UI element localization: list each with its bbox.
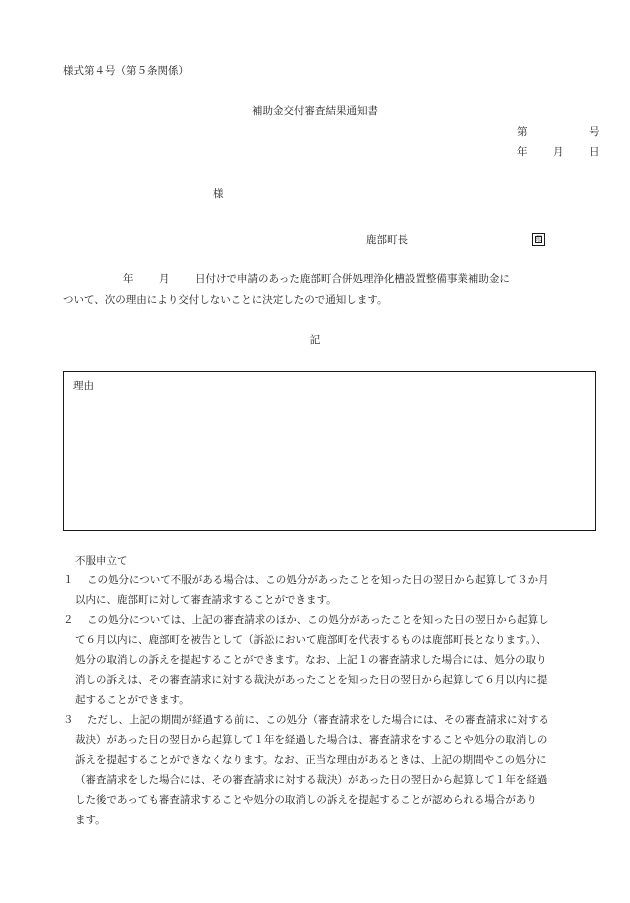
issue-date-day: 日 (589, 146, 600, 158)
item-line: この処分について不服がある場合は、この処分があったことを知った日の翌日から起算して３か月 (87, 574, 549, 586)
item-line: て６月以内に、鹿部町を被告として（訴訟において鹿部町を代表するものは鹿部町長となります。）、 (75, 634, 547, 646)
item-line: 訴えを提起することができなくなります。なお、正当な理由があるときは、上記の期間やこの処分に (75, 754, 547, 766)
body-month-label: 月 (159, 273, 170, 285)
issuer-name: 鹿部町長 (366, 234, 408, 246)
item-line: ます。 (75, 814, 106, 826)
document-title: 補助金交付審査結果通知書 (252, 105, 378, 117)
item-number: １ (63, 574, 74, 586)
item-line: 起することができます。 (75, 694, 190, 706)
body-line1-text: 日付けで申請のあった鹿部町合併処理浄化槽設置整備事業補助金に (195, 273, 510, 285)
seal-char: 印 (535, 235, 542, 243)
issue-number-prefix: 第 (517, 126, 528, 138)
item-line: （審査請求をした場合には、その審査請求に対する裁決）があった日の翌日から起算して１年を経過 (75, 774, 548, 786)
item-number: ２ (63, 614, 74, 626)
reason-label: 理由 (73, 380, 94, 392)
issue-date-month: 月 (553, 146, 564, 158)
item-line: この処分については、上記の審査請求のほか、この処分があったことを知った日の翌日から起算し (87, 614, 549, 626)
item-line: 裁決）があった日の翌日から起算して１年を経過した場合は、審査請求をすることや処分の取消しの (75, 734, 548, 746)
issue-number-suffix: 号 (589, 126, 600, 138)
reason-box (63, 371, 596, 531)
issue-date-year: 年 (517, 146, 528, 158)
seal-icon (532, 233, 545, 246)
item-line: 消しの訴えは、その審査請求に対する裁決があったことを知った日の翌日から起算して６月以内に提 (75, 674, 548, 686)
item-line: した後であっても審査請求することや処分の取消しの訴えを提起することが認められる場合があり (75, 794, 537, 806)
item-number: ３ (63, 714, 74, 726)
form-number: 様式第４号（第５条関係） (63, 65, 189, 77)
objection-title: 不服申立て (75, 555, 128, 567)
ki-heading: 記 (309, 334, 321, 346)
item-line: 処分の取消しの訴えを提起することができます。なお、上記１の審査請求した場合には、処分の取り (75, 654, 547, 666)
body-line2-text: ついて、次の理由により交付しないことに決定したので通知します。 (63, 294, 388, 306)
item-line: ただし、上記の期間が経過する前に、この処分（審査請求をした場合には、その審査請求に対する (87, 714, 549, 726)
item-line: 以内に、鹿部町に対して審査請求することができます。 (75, 594, 337, 606)
addressee-suffix: 様 (213, 188, 224, 200)
body-year-label: 年 (123, 273, 134, 285)
